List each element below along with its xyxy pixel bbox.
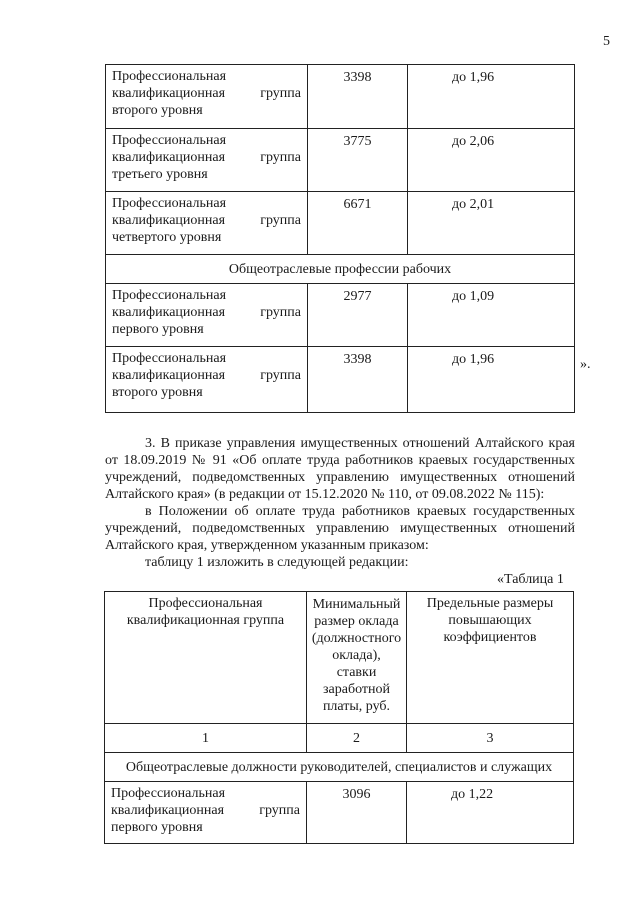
group-name-cell: Профессиональная квалификационная группа первого уровня — [105, 782, 307, 844]
closing-quote: ». — [580, 357, 591, 372]
group-header-row — [106, 255, 575, 284]
group-header-row — [105, 753, 574, 782]
paragraph-amendment — [105, 435, 575, 503]
table-row — [106, 129, 575, 192]
table-row — [105, 782, 574, 844]
header-coefficients: Предельные размеры повышающих коэффициентов — [407, 592, 574, 724]
coefficient-cell: до 1,96 — [408, 347, 575, 413]
salary-table-continued — [105, 64, 575, 413]
amount-cell: 3398 — [308, 347, 408, 413]
paragraph-table-intro — [105, 554, 575, 571]
amount-cell: 3398 — [308, 65, 408, 129]
coefficient-cell: до 2,06 — [408, 129, 575, 192]
coefficient-cell: до 1,96 — [408, 65, 575, 129]
column-number: 1 — [105, 724, 307, 753]
group-name-cell: Профессиональная квалификационная группа второго уровня — [106, 347, 308, 413]
group-header: Общеотраслевые должности руководителей, специалистов и служащих — [105, 753, 574, 782]
table-row — [106, 192, 575, 255]
paragraph-text: 3. В приказе управления имущественных отношений Алтайского края от 18.09.2019 № 91 «Об оплате труда работников краевых государственных учреждений, подведомственных управлению имущественных отношений Алтайского края» (в редакции от 15.12.2020 № 110, от 09.08.2022 № 115): — [105, 436, 575, 502]
group-name-cell: Профессиональная квалификационная группа третьего уровня — [106, 129, 308, 192]
group-header: Общеотраслевые профессии рабочих — [106, 255, 575, 284]
table-row — [106, 284, 575, 347]
salary-table-1 — [104, 591, 574, 844]
paragraph-regulation — [105, 503, 575, 554]
column-number: 3 — [407, 724, 574, 753]
amount-cell: 2977 — [308, 284, 408, 347]
header-min-salary: Минимальный размер оклада (должностного оклада), ставки заработной платы, руб. — [307, 592, 407, 724]
amount-cell: 3096 — [307, 782, 407, 844]
table-row — [106, 347, 575, 413]
coefficient-cell: до 2,01 — [408, 192, 575, 255]
header-row — [105, 592, 574, 724]
amount-cell: 3775 — [308, 129, 408, 192]
coefficient-cell: до 1,09 — [408, 284, 575, 347]
group-name-cell: Профессиональная квалификационная группа четвертого уровня — [106, 192, 308, 255]
column-number: 2 — [307, 724, 407, 753]
table-caption: «Таблица 1 — [497, 572, 564, 587]
table-row — [106, 65, 575, 129]
coefficient-cell: до 1,22 — [407, 782, 574, 844]
page-number: 5 — [603, 34, 610, 49]
amount-cell: 6671 — [308, 192, 408, 255]
paragraph-text: таблицу 1 изложить в следующей редакции: — [145, 555, 409, 570]
paragraph-text: в Положении об оплате труда работников краевых государственных учреждений, подведомственных управлению имущественных отношений Алтайского края, утвержденном указанным приказом: — [105, 504, 575, 553]
column-number-row — [105, 724, 574, 753]
group-name-cell: Профессиональная квалификационная группа первого уровня — [106, 284, 308, 347]
header-group: Профессиональная квалификационная группа — [105, 592, 307, 724]
group-name-cell: Профессиональная квалификационная группа второго уровня — [106, 65, 308, 129]
